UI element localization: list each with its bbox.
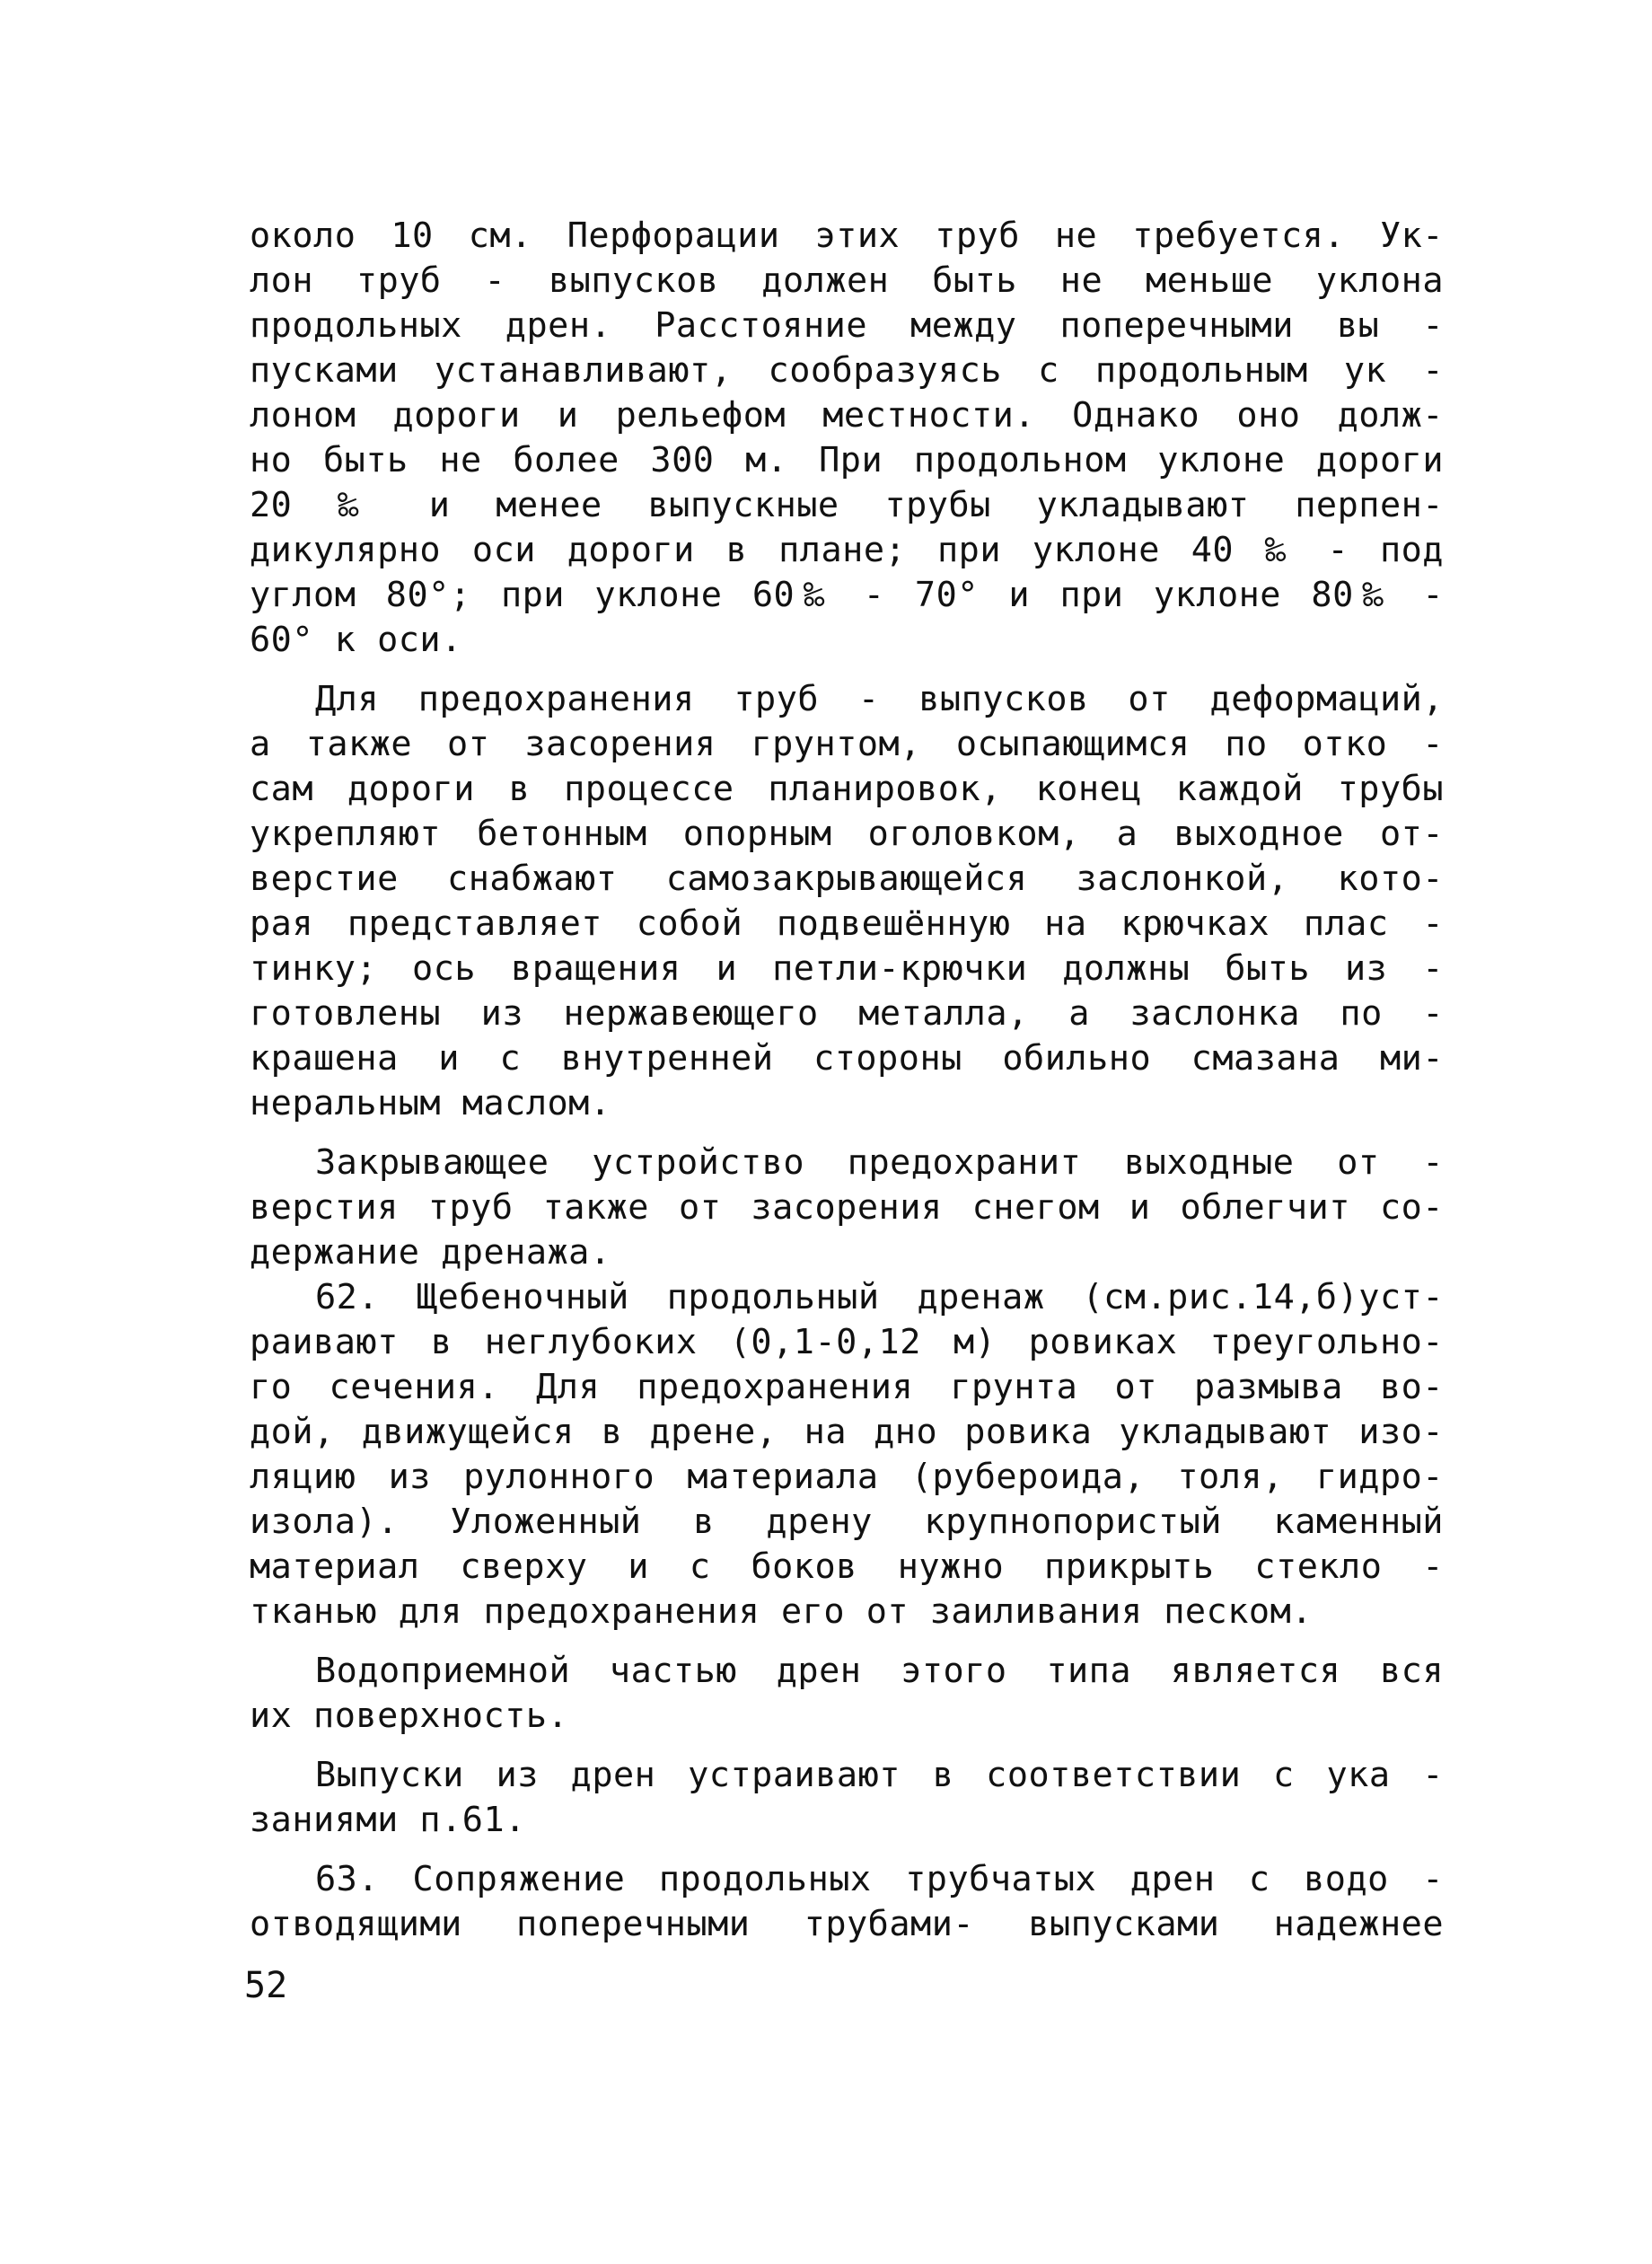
text-line: тканью для предохранения его от заиливания песком. bbox=[250, 1591, 1313, 1632]
text-line: тинку; ось вращения и петли-крючки должны быть из - bbox=[250, 948, 1444, 989]
text-line: 62. Щебеночный продольный дренаж (см.рис.14,б)уст- bbox=[315, 1277, 1444, 1317]
text-line: Водоприемной частью дрен этого типа является вся bbox=[315, 1651, 1444, 1691]
text-line: укрепляют бетонным опорным оголовком, а выходное от- bbox=[250, 814, 1444, 854]
text-line: дикулярно оси дороги в плане; при уклоне 40 ‰ - под bbox=[250, 530, 1444, 570]
text-line: верстие снабжают самозакрывающейся заслонкой, кото- bbox=[250, 859, 1444, 899]
text-line: верстия труб также от засорения снегом и облегчит со- bbox=[250, 1187, 1444, 1228]
text-line: го сечения. Для предохранения грунта от размыва во- bbox=[250, 1367, 1444, 1407]
text-line: раивают в неглубоких (0,1-0,12 м) ровиках треугольно- bbox=[250, 1322, 1444, 1362]
text-line: но быть не более 300 м. При продольном уклоне дороги bbox=[250, 440, 1444, 480]
text-line: около 10 см. Перфорации этих труб не требуется. Ук- bbox=[250, 216, 1444, 256]
text-line: а также от засорения грунтом, осыпающимся по отко - bbox=[250, 724, 1444, 764]
text-line: заниями п.61. bbox=[250, 1800, 526, 1840]
text-line: 60° к оси. bbox=[250, 620, 462, 660]
text-line: держание дренажа. bbox=[250, 1232, 611, 1273]
text-line: Выпуски из дрен устраивают в соответствии с ука - bbox=[315, 1755, 1444, 1795]
text-line: Для предохранения труб - выпусков от деформаций, bbox=[315, 679, 1444, 719]
text-line: готовлены из нержавеющего металла, а заслонка по - bbox=[250, 993, 1444, 1034]
text-line: отводящими поперечными трубами- выпусками надежнее bbox=[250, 1904, 1444, 1944]
page-number: 52 bbox=[244, 1965, 288, 2006]
text-line: лон труб - выпусков должен быть не меньше уклона bbox=[250, 260, 1444, 301]
text-line: лоном дороги и рельефом местности. Однако оно долж- bbox=[250, 395, 1444, 436]
text-line: продольных дрен. Расстояние между поперечными вы - bbox=[250, 305, 1444, 346]
text-line: их поверхность. bbox=[250, 1696, 569, 1736]
text-line: крашена и с внутренней стороны обильно смазана ми- bbox=[250, 1038, 1444, 1079]
body-text bbox=[250, 214, 1444, 1947]
text-line: рая представляет собой подвешённую на крючках плас - bbox=[250, 903, 1444, 944]
text-line: ляцию из рулонного материала (рубероида, толя, гидро- bbox=[250, 1457, 1444, 1497]
text-line: неральным маслом. bbox=[250, 1083, 611, 1123]
text-line: 63. Сопряжение продольных трубчатых дрен с водо - bbox=[315, 1859, 1444, 1899]
text-line: материал сверху и с боков нужно прикрыть стекло - bbox=[250, 1546, 1444, 1587]
text-line: сам дороги в процессе планировок, конец каждой трубы bbox=[250, 769, 1444, 809]
text-line: пусками устанавливают, сообразуясь с продольным ук - bbox=[250, 350, 1444, 391]
text-line: дой, движущейся в дрене, на дно ровика укладывают изо- bbox=[250, 1412, 1444, 1452]
text-line: Закрывающее устройство предохранит выходные от - bbox=[315, 1142, 1444, 1183]
text-line: углом 80°; при уклоне 60‰ - 70° и при уклоне 80‰ - bbox=[250, 575, 1444, 615]
text-line: изола). Уложенный в дрену крупнопористый каменный bbox=[250, 1502, 1444, 1542]
text-line: 20 ‰ и менее выпускные трубы укладывают перпен- bbox=[250, 485, 1444, 525]
